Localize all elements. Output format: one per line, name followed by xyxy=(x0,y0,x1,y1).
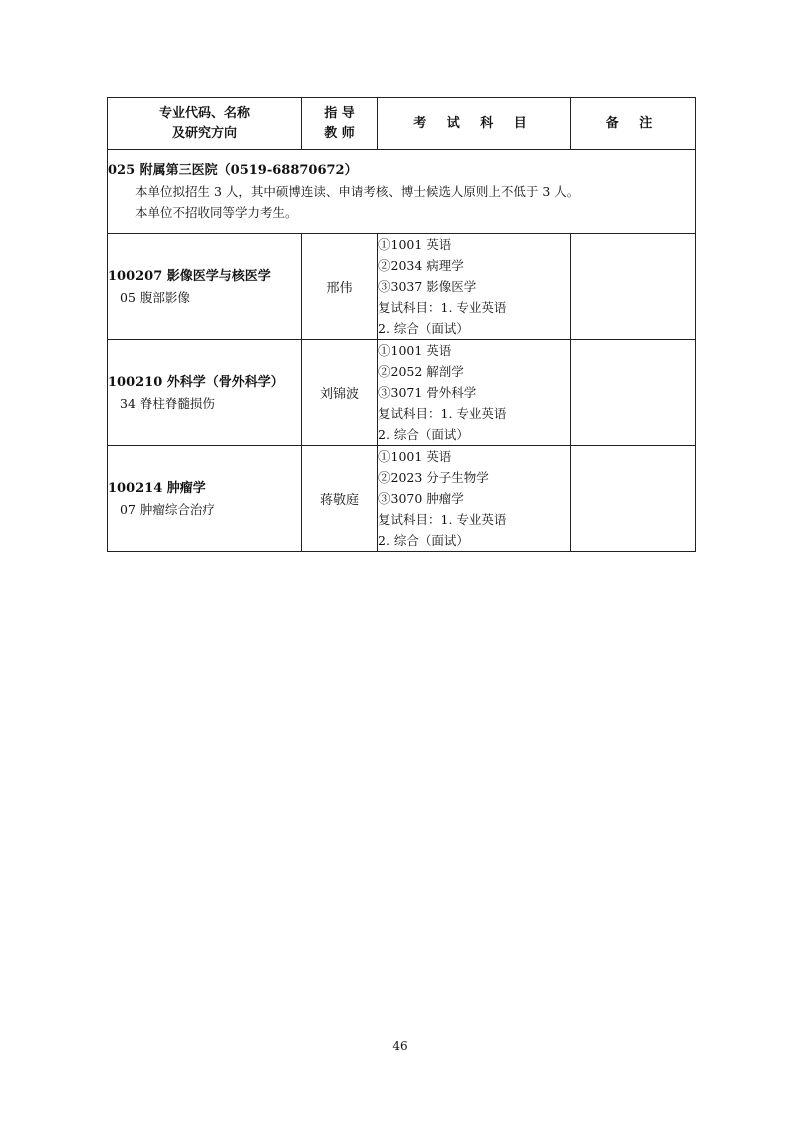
exam-subject-3: ③3070 肿瘤学 xyxy=(378,491,464,506)
remarks-cell xyxy=(571,234,696,340)
program-row xyxy=(108,340,696,446)
remarks-cell xyxy=(571,446,696,552)
major-name: 100214 肿瘤学 xyxy=(108,480,206,496)
header-remarks: 备 注 xyxy=(571,98,696,150)
retest-subject-1: 复试科目：1. 专业英语 xyxy=(378,406,507,421)
exam-subjects xyxy=(378,234,571,340)
exam-subject-3: ③3071 骨外科学 xyxy=(378,385,477,400)
exam-subject-1: ①1001 英语 xyxy=(378,237,452,252)
exam-subject-1: ①1001 英语 xyxy=(378,343,452,358)
header-major-line2: 及研究方向 xyxy=(171,125,237,141)
retest-subject-2: 2. 综合（面试） xyxy=(378,427,469,442)
major-name: 100207 影像医学与核医学 xyxy=(108,268,271,284)
exam-subject-2: ②2052 解剖学 xyxy=(378,364,464,379)
unit-info xyxy=(108,150,696,234)
program-major-cell xyxy=(108,340,302,446)
advisor-name: 蒋敬庭 xyxy=(302,446,378,552)
unit-note-quota: 本单位拟招生 3 人，其中硕博连读、申请考核、博士候选人原则上不低于 3 人。 xyxy=(135,183,580,199)
unit-row xyxy=(108,150,696,234)
research-direction: 34 脊柱脊髓损伤 xyxy=(120,395,215,411)
exam-subject-1: ①1001 英语 xyxy=(378,449,452,464)
program-row xyxy=(108,234,696,340)
header-row xyxy=(108,98,696,150)
program-major-cell xyxy=(108,446,302,552)
header-exams: 考 试 科 目 xyxy=(378,98,571,150)
retest-subject-1: 复试科目：1. 专业英语 xyxy=(378,300,507,315)
page-number: 46 xyxy=(392,1039,408,1053)
unit-title: 025 附属第三医院（0519-68870672） xyxy=(108,162,358,178)
header-major-line1: 专业代码、名称 xyxy=(158,105,250,121)
major-name: 100210 外科学（骨外科学） xyxy=(108,374,284,390)
program-row xyxy=(108,446,696,552)
exam-subject-3: ③3037 影像医学 xyxy=(378,279,477,294)
retest-subject-2: 2. 综合（面试） xyxy=(378,533,469,548)
exam-subjects xyxy=(378,340,571,446)
header-advisor-line1: 指 导 xyxy=(324,105,355,121)
retest-subject-1: 复试科目：1. 专业英语 xyxy=(378,512,507,527)
advisor-name: 刘锦波 xyxy=(302,340,378,446)
research-direction: 07 肿瘤综合治疗 xyxy=(120,501,215,517)
header-advisor xyxy=(302,98,378,150)
remarks-cell xyxy=(571,340,696,446)
header-advisor-line2: 教 师 xyxy=(324,125,355,141)
research-direction: 05 腹部影像 xyxy=(120,289,190,305)
exam-subjects xyxy=(378,446,571,552)
retest-subject-2: 2. 综合（面试） xyxy=(378,321,469,336)
program-major-cell xyxy=(108,234,302,340)
exam-subject-2: ②2034 病理学 xyxy=(378,258,464,273)
header-major xyxy=(108,98,302,150)
admissions-table xyxy=(107,97,696,552)
advisor-name: 邢伟 xyxy=(302,234,378,340)
exam-subject-2: ②2023 分子生物学 xyxy=(378,470,489,485)
unit-note-equivalent: 本单位不招收同等学力考生。 xyxy=(135,204,298,220)
